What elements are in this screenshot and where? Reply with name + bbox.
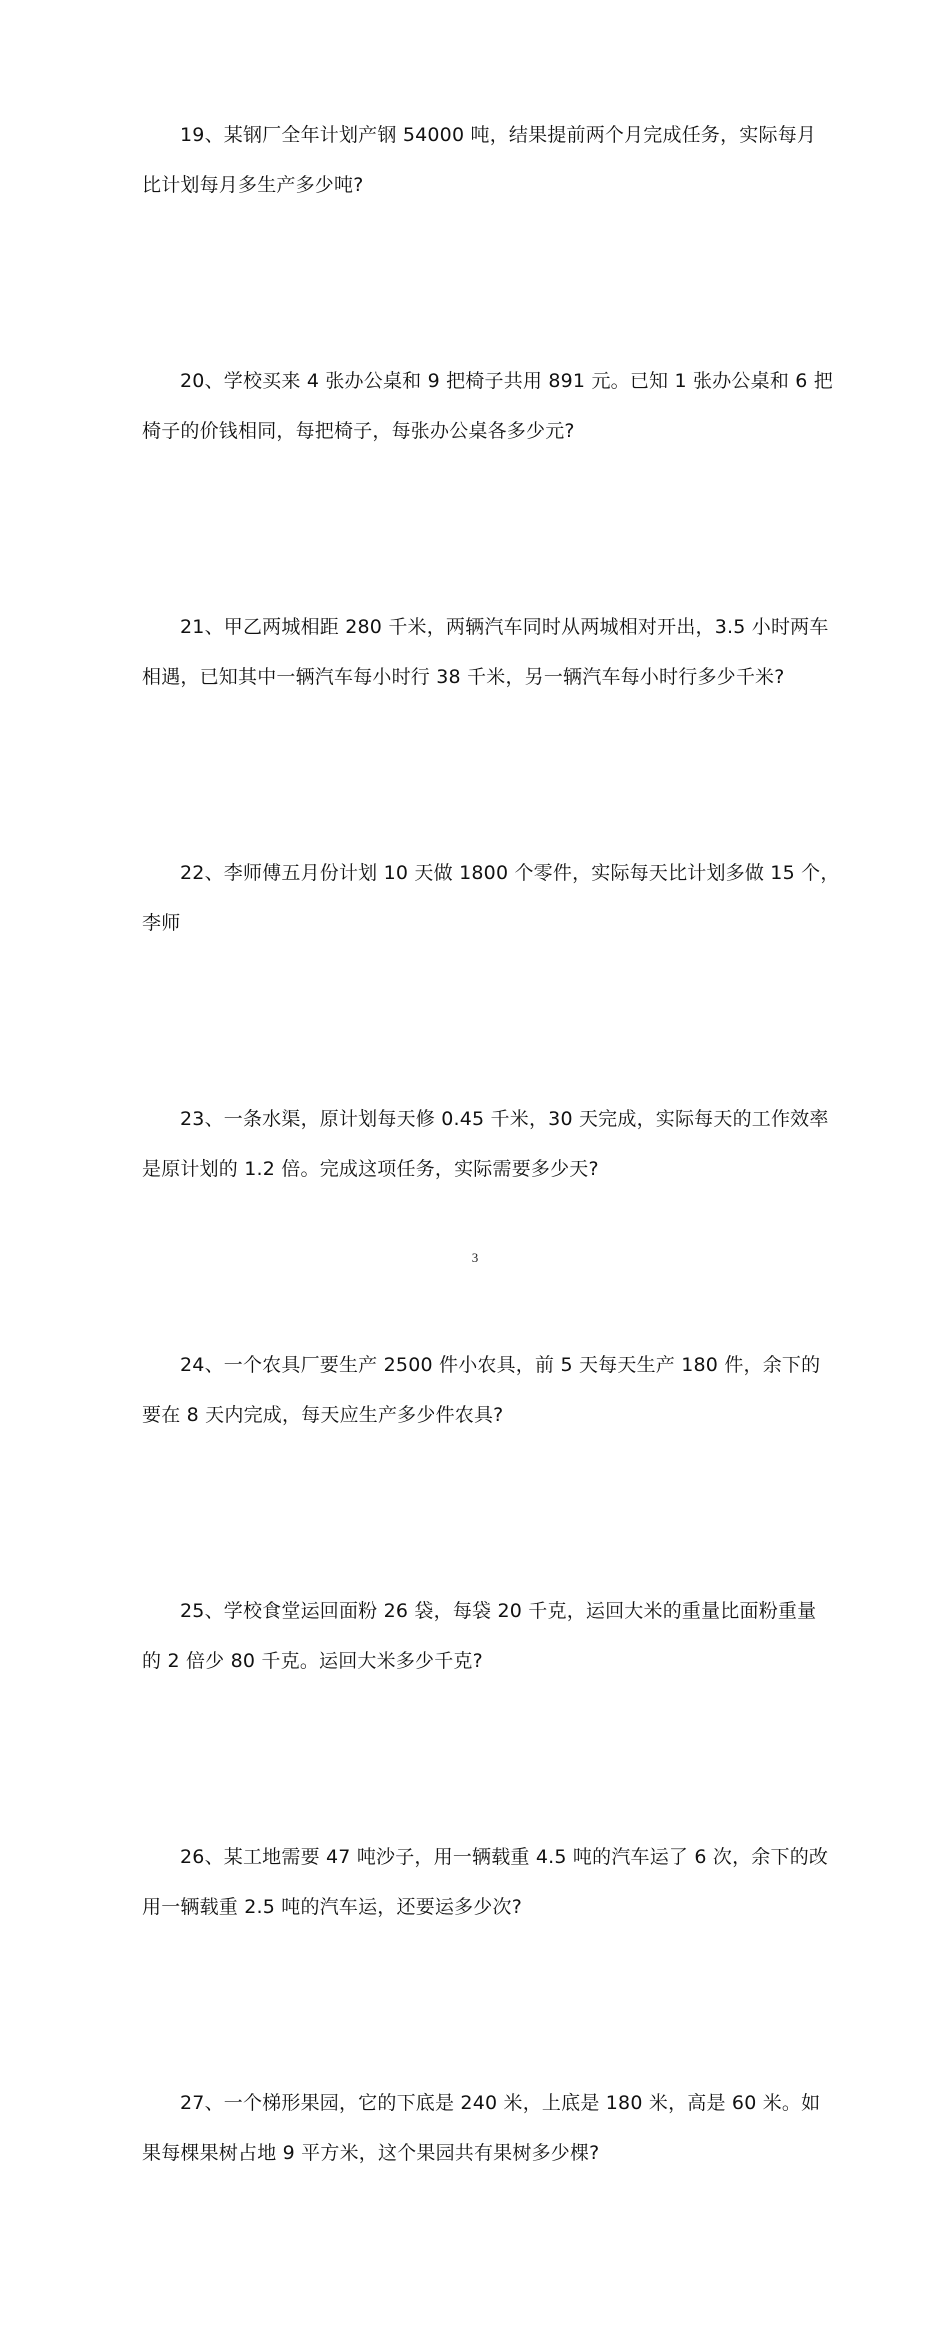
problem-line-2: 的 2 倍少 80 千克。运回大米多少千克? bbox=[142, 1650, 483, 1672]
problem-20 bbox=[142, 358, 833, 604]
problem-25 bbox=[142, 1588, 817, 1834]
problem-line-1: 21、甲乙两城相距 280 千米，两辆汽车同时从两城相对开出，3.5 小时两车 bbox=[180, 616, 829, 638]
problem-list bbox=[142, 112, 840, 2326]
problem-line-1: 19、某钢厂全年计划产钢 54000 吨，结果提前两个月完成任务，实际每月 bbox=[180, 124, 817, 146]
problem-line-1: 22、李师傅五月份计划 10 天做 1800 个零件，实际每天比计划多做 15 个， bbox=[180, 862, 840, 884]
problem-line-2: 椅子的价钱相同，每把椅子，每张办公桌各多少元? bbox=[142, 420, 575, 442]
problem-line-2: 要在 8 天内完成，每天应生产多少件农具? bbox=[142, 1404, 504, 1426]
problem-26 bbox=[142, 1834, 829, 2080]
problem-27 bbox=[142, 2080, 821, 2326]
problem-line-2: 相遇，已知其中一辆汽车每小时行 38 千米，另一辆汽车每小时行多少千米? bbox=[142, 666, 785, 688]
problem-23 bbox=[142, 1096, 829, 1342]
problem-19 bbox=[142, 112, 817, 358]
problem-24 bbox=[142, 1342, 821, 1588]
problem-line-1: 25、学校食堂运回面粉 26 袋，每袋 20 千克，运回大米的重量比面粉重量 bbox=[180, 1600, 817, 1622]
problem-line-2: 是原计划的 1.2 倍。完成这项任务，实际需要多少天? bbox=[142, 1158, 599, 1180]
problem-21 bbox=[142, 604, 829, 850]
problem-line-2: 比计划每月多生产多少吨? bbox=[142, 174, 364, 196]
problem-line-1: 23、一条水渠，原计划每天修 0.45 千米，30 天完成，实际每天的工作效率 bbox=[180, 1108, 829, 1130]
page-number: 3 bbox=[471, 1250, 479, 1265]
problem-line-1: 27、一个梯形果园，它的下底是 240 米，上底是 180 米，高是 60 米。如 bbox=[180, 2092, 821, 2114]
problem-line-1: 20、学校买来 4 张办公桌和 9 把椅子共用 891 元。已知 1 张办公桌和 6 把 bbox=[180, 370, 833, 392]
problem-line-1: 26、某工地需要 47 吨沙子，用一辆载重 4.5 吨的汽车运了 6 次，余下的改 bbox=[180, 1846, 829, 1868]
problem-line-1: 24、一个农具厂要生产 2500 件小农具，前 5 天每天生产 180 件，余下的 bbox=[180, 1354, 821, 1376]
problem-line-2: 李师 bbox=[142, 912, 181, 934]
problem-line-2: 用一辆载重 2.5 吨的汽车运，还要运多少次? bbox=[142, 1896, 522, 1918]
problem-line-2: 果每棵果树占地 9 平方米，这个果园共有果树多少棵? bbox=[142, 2142, 600, 2164]
problem-22 bbox=[142, 850, 840, 1096]
